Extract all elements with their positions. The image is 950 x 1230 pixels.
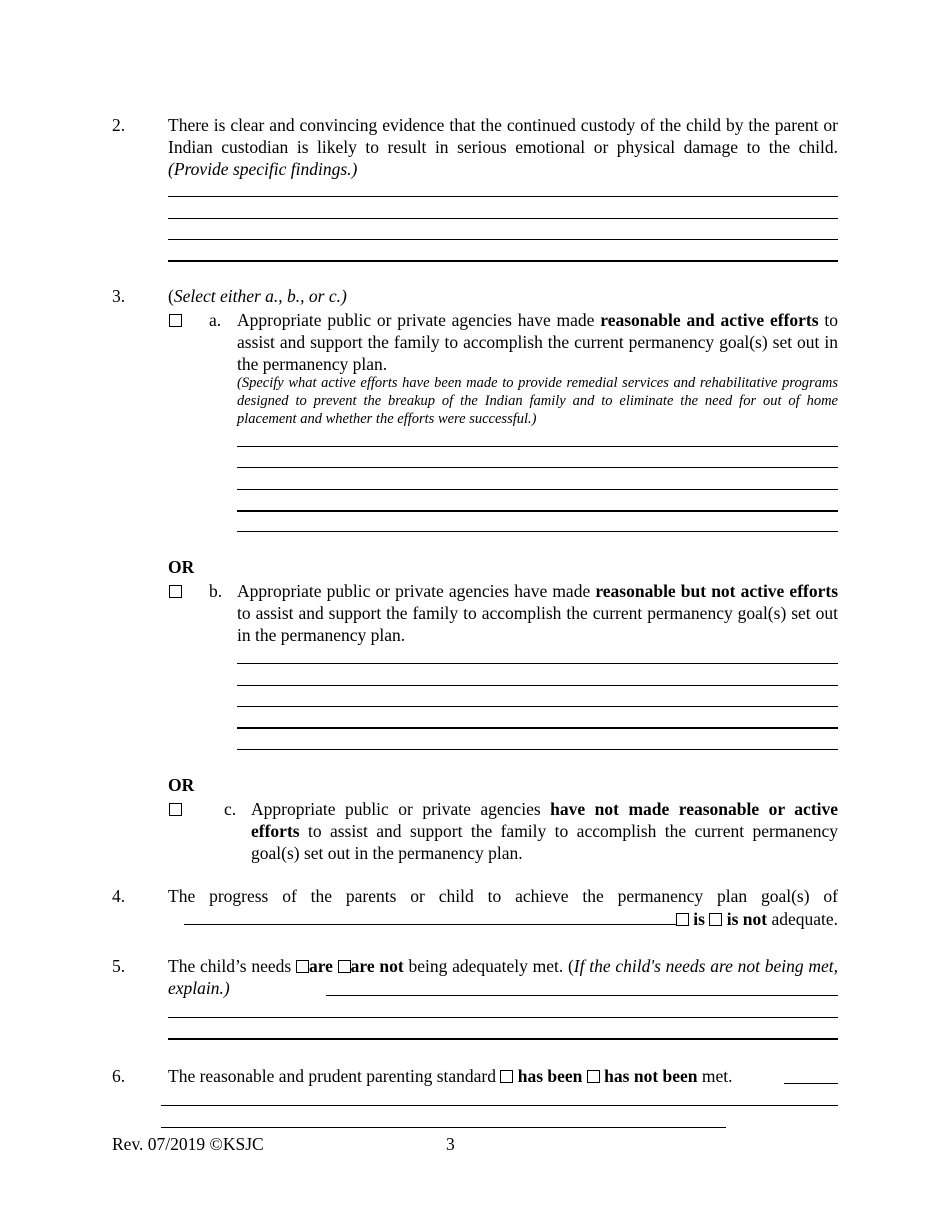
checkbox-icon[interactable]	[169, 585, 182, 598]
option-a-line-2[interactable]	[237, 467, 838, 468]
item-6-text: The reasonable and prudent parenting standard has been has not been met.	[168, 1066, 733, 1086]
option-a-specify-instruction: (Specify what active efforts have been made to provide remedial services and rehabilitative programs designed to prevent the breakup of the Indian family and to eliminate the need for out of home placement and whether the efforts were successful.)	[237, 375, 838, 427]
option-a-line-4[interactable]	[237, 510, 838, 512]
option-b-line-4[interactable]	[237, 727, 838, 729]
option-a-checkbox[interactable]	[169, 309, 182, 331]
option-b-line-5[interactable]	[237, 749, 838, 750]
item-2-instruction: (Provide specific findings.)	[168, 159, 358, 179]
checkbox-icon[interactable]	[169, 803, 182, 816]
standard-line-2[interactable]	[161, 1127, 726, 1128]
option-c-text: Appropriate public or private agencies have not made reasonable or active efforts to assist and support the family to accomplish the current permanency goal(s) set out in the permanency plan.	[251, 799, 839, 863]
is-checkbox[interactable]	[676, 913, 689, 926]
option-a-line-1[interactable]	[237, 446, 838, 447]
findings-line-3[interactable]	[168, 239, 838, 240]
findings-line-4[interactable]	[168, 260, 838, 262]
option-c-letter: c.	[224, 799, 237, 819]
item-2-statement: There is clear and convincing evidence that the continued custody of the child by the parent or Indian custodian is likely to result in serious emotional or physical damage to the child.	[168, 115, 838, 157]
option-a-line-5[interactable]	[237, 531, 838, 532]
explain-line-2[interactable]	[168, 1038, 838, 1040]
option-a-letter: a.	[209, 310, 222, 330]
option-b-checkbox[interactable]	[169, 580, 182, 602]
option-a-line-3[interactable]	[237, 489, 838, 490]
footer-page-number: 3	[446, 1134, 455, 1154]
or-label-1: OR	[168, 557, 195, 577]
option-b-text: Appropriate public or private agencies have made reasonable but not active efforts to assist and support the family to accomplish the current permanency goal(s) set out in the permanency plan.	[237, 581, 838, 645]
has-been-checkbox[interactable]	[500, 1070, 513, 1083]
item-4-line2: is is not adequate.	[168, 908, 838, 930]
item-2-number: 2.	[112, 115, 126, 135]
option-b-line-3[interactable]	[237, 706, 838, 707]
item-2-text	[168, 114, 838, 180]
item-5-text: The child’s needs are are not being adequately met. (If the child's needs are not being met, explain.)	[168, 956, 839, 998]
option-b-line-2[interactable]	[237, 685, 838, 686]
is-not-checkbox[interactable]	[709, 913, 722, 926]
or-label-2: OR	[168, 775, 195, 795]
item-4-number: 4.	[112, 886, 126, 906]
footer-revision: Rev. 07/2019 ©KSJC	[112, 1134, 264, 1154]
checkbox-icon[interactable]	[169, 314, 182, 327]
are-checkbox[interactable]	[296, 960, 309, 973]
standard-line-1[interactable]	[161, 1105, 838, 1106]
are-not-checkbox[interactable]	[338, 960, 351, 973]
option-a-text: Appropriate public or private agencies have made reasonable and active efforts to assist and support the family to accomplish the current permanency goal(s) set out in the permanency plan.	[237, 310, 839, 374]
item-5-number: 5.	[112, 956, 126, 976]
has-not-been-checkbox[interactable]	[587, 1070, 600, 1083]
option-c-checkbox[interactable]	[169, 798, 182, 820]
findings-line-1[interactable]	[168, 196, 838, 197]
item-3-number: 3.	[112, 286, 126, 306]
explain-line-inline[interactable]	[326, 995, 838, 996]
item-3-instruction: (Select either a., b., or c.)	[168, 286, 347, 306]
goal-blank[interactable]	[184, 908, 676, 925]
findings-line-2[interactable]	[168, 218, 838, 219]
explain-line-1[interactable]	[168, 1017, 838, 1018]
item-4-text: The progress of the parents or child to achieve the permanency plan goal(s) of	[168, 886, 838, 906]
item-6-number: 6.	[112, 1066, 126, 1086]
option-b-line-1[interactable]	[237, 663, 838, 664]
standard-line-inline[interactable]	[784, 1083, 838, 1084]
option-b-letter: b.	[209, 581, 223, 601]
